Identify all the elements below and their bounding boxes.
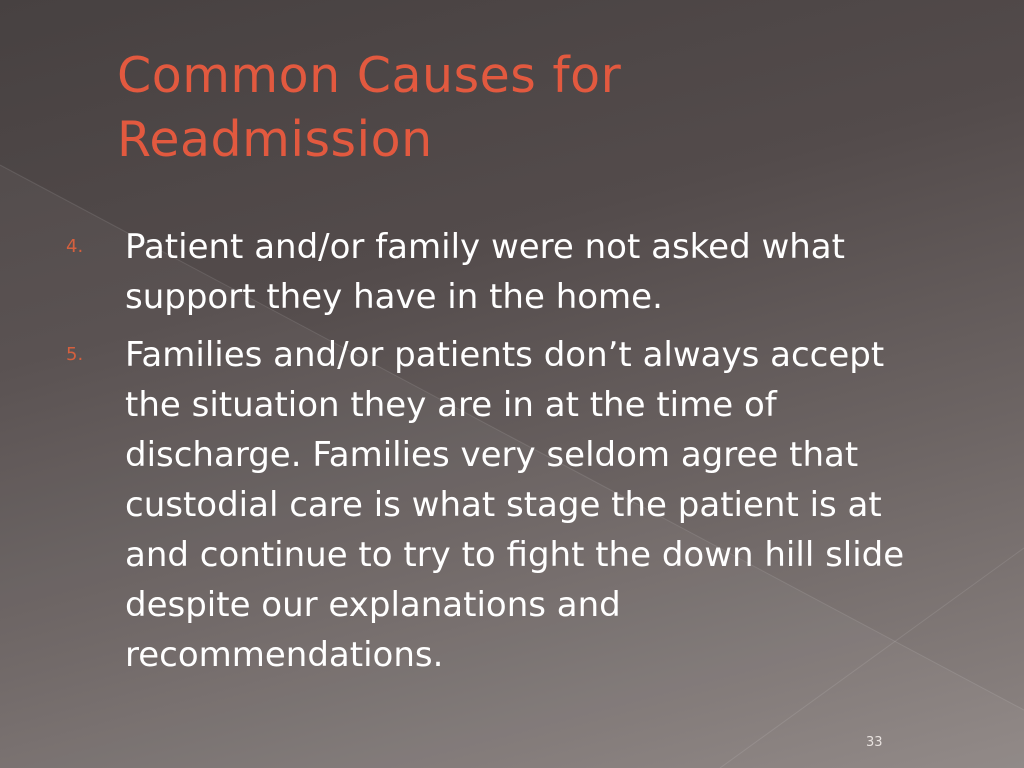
slide-title-line-1: Common Causes for (117, 47, 622, 104)
list-item-text: Families and/or patients don’t always accept the situation they are in at the time of discharge. Families very seldom agree that custodial care is what stage the patient is at and continue to try to fight the down hill slide despite our explanations and recommendations. (125, 335, 905, 675)
slide-number: 33 (866, 735, 883, 750)
list-item-text: Patient and/or family were not asked what support they have in the home. (125, 227, 845, 317)
list-item (66, 330, 946, 680)
slide-title-line-2: Readmission (117, 111, 433, 168)
numbered-list (66, 222, 946, 688)
list-item-number: 4. (66, 236, 84, 257)
slide-title (117, 44, 917, 172)
list-item (66, 222, 946, 322)
list-item-number: 5. (66, 344, 84, 365)
